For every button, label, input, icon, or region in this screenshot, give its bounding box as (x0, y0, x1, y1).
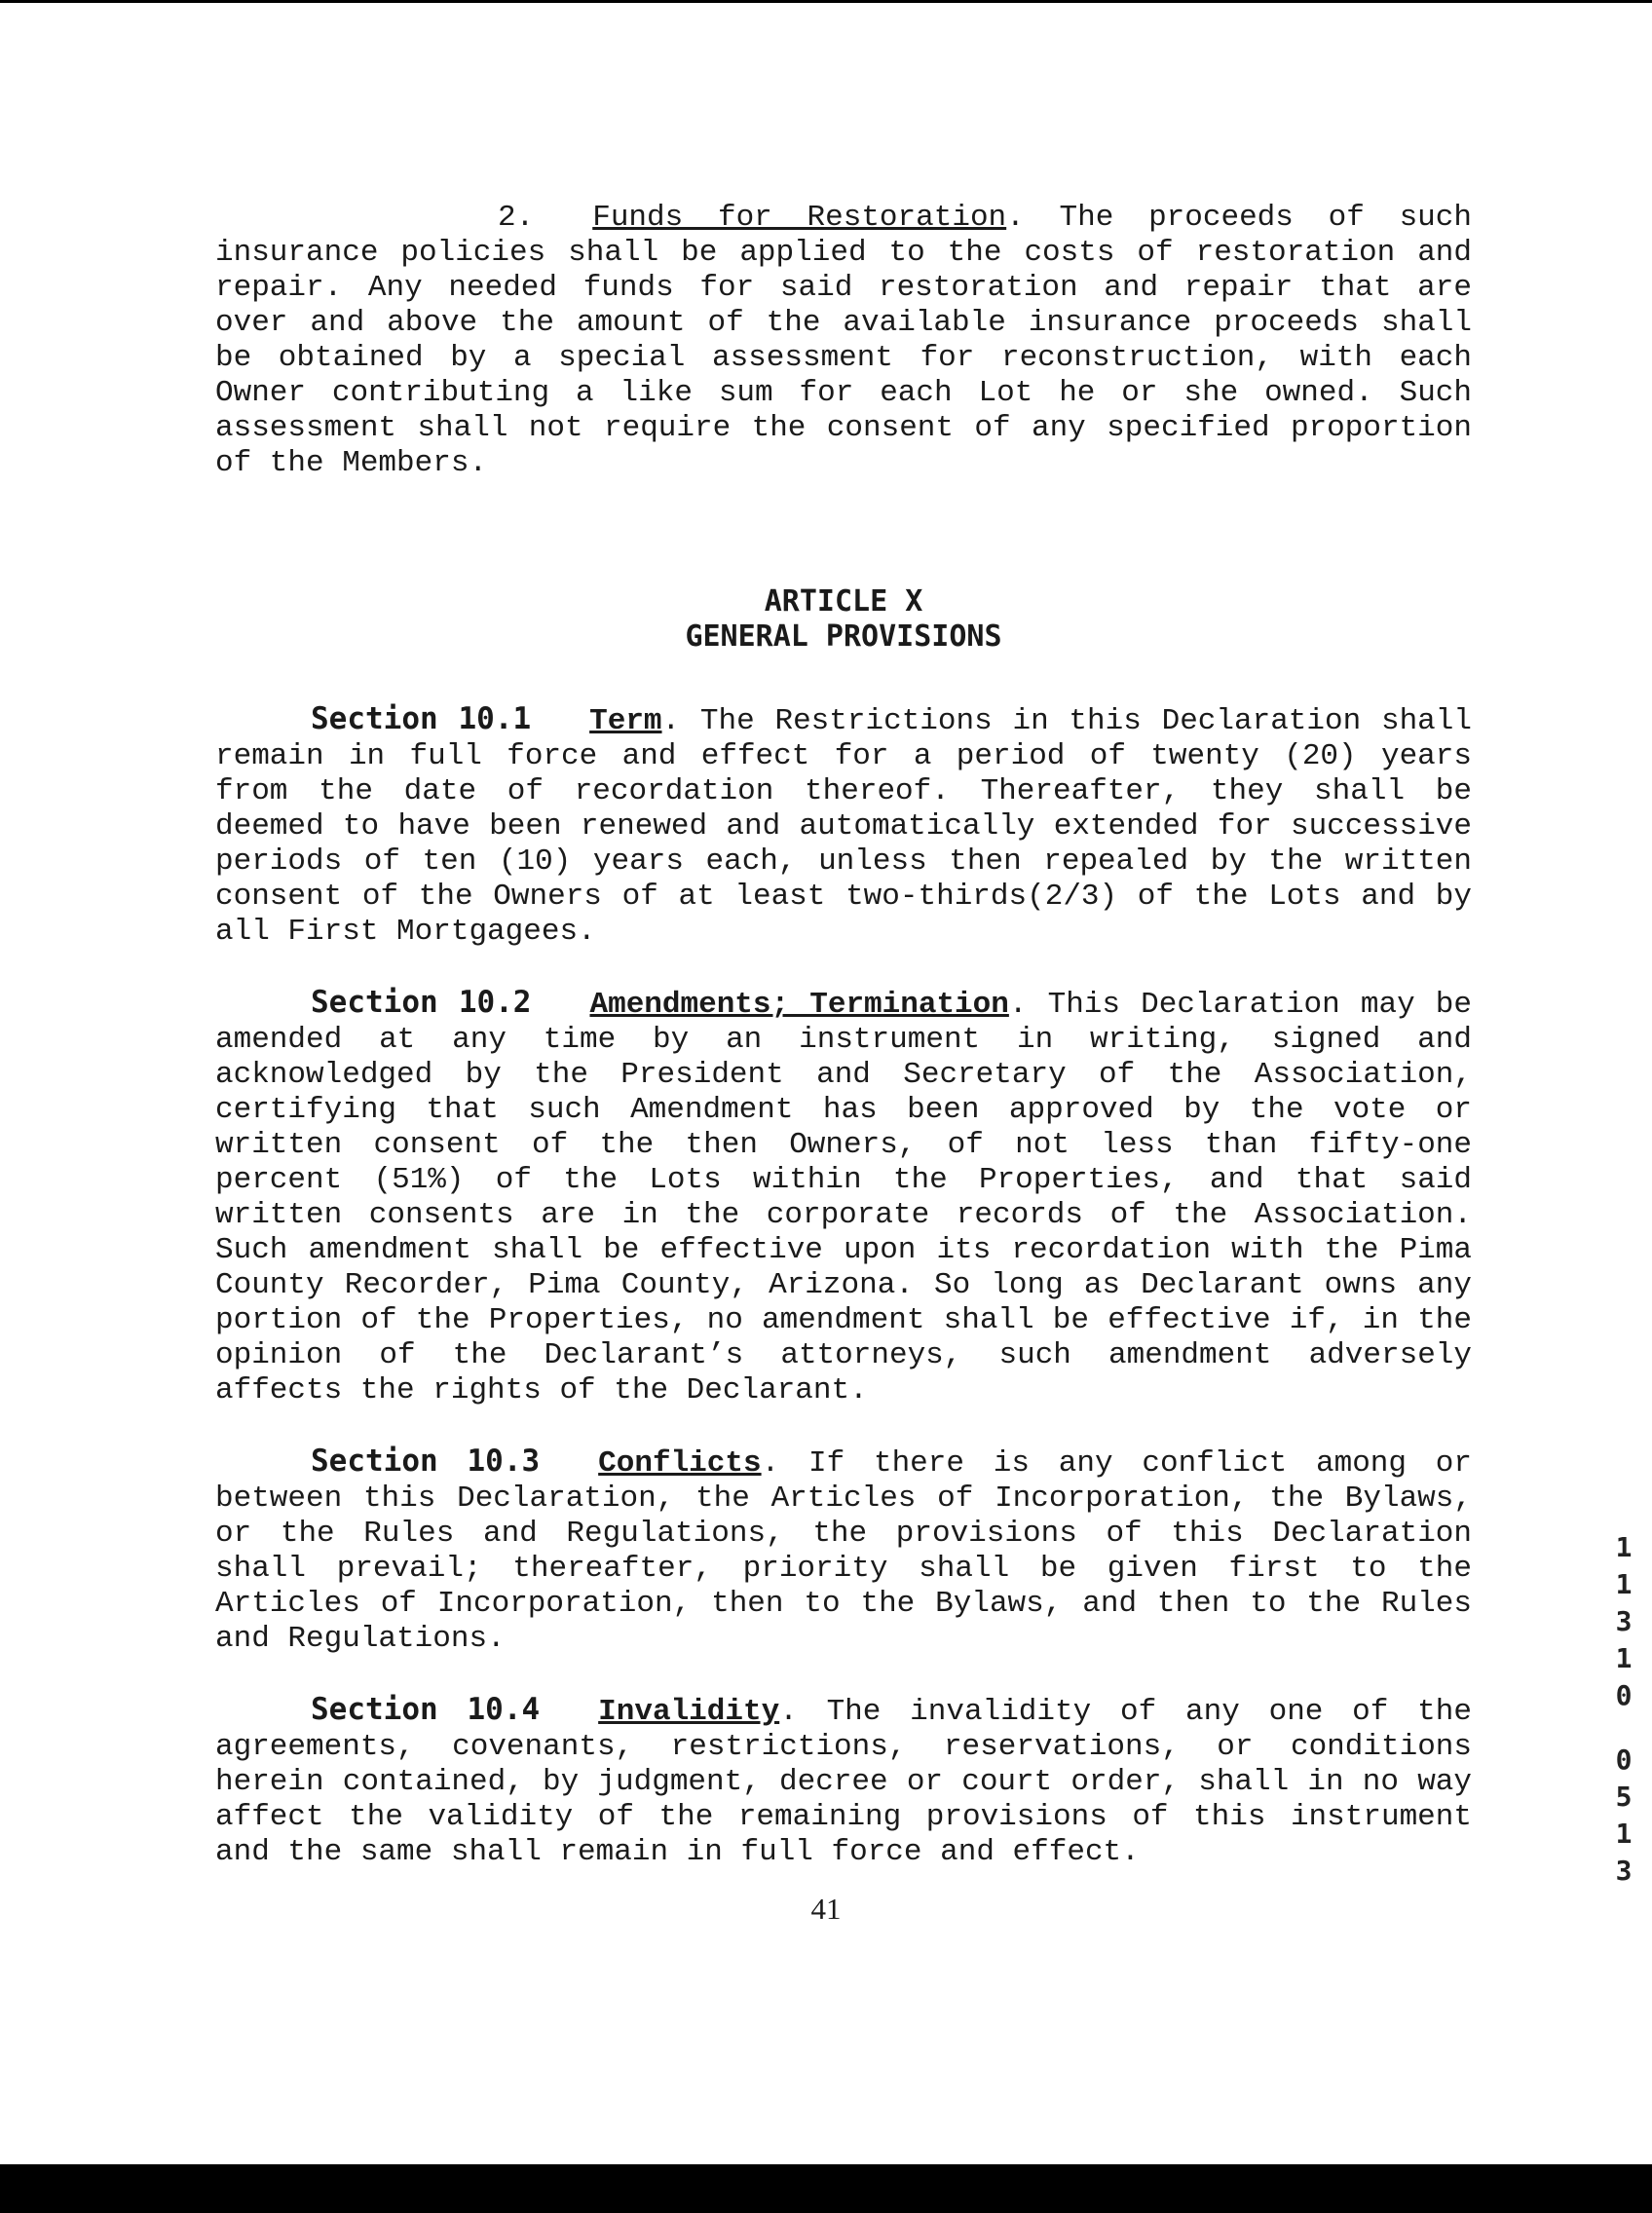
article-title: GENERAL PROVISIONS (685, 619, 1002, 654)
section-body: . This Declaration may be amended at any time by an instrument in writing, signed and acknowledged by the President and Secretary of the Association, certifying that such Amendment has been approved by the vote or written consent of the then Owners, of not less than fifty-one percent (51%) of the Lots within the Properties, and that said written consents are in the corporate records of the Association. Such amendment shall be effective upon its recordation with the Pima County Recorder, Pima County, Arizona. So long as Declarant owns any portion of the Properties, no amendment shall be effective if, in the opinion of the Declarant’s attorneys, such amendment adversely affects the rights of the Declarant. (215, 988, 1473, 1407)
section-label: Section 10.4 (311, 1692, 541, 1727)
section-10-1 (215, 701, 1472, 950)
stamp-digit: 3 (1615, 1855, 1633, 1887)
section-body: . The Restrictions in this Declaration shall remain in full force and effect for a period of twenty (20) years from the date of recordation thereof. Thereafter, they shall be deemed to have been renewed and automatically extended for successive periods of ten (10) years each, unless then repealed by the written consent of the Owners of at least two-thirds(2/3) of the Lots and by all First Mortgagees. (215, 704, 1472, 949)
stamp-digit: 0 (1615, 1679, 1633, 1711)
document-page (215, 201, 1472, 1870)
section-title: Term (589, 704, 662, 738)
section-10-2 (215, 985, 1472, 1408)
section-body: . The invalidity of any one of the agreements, covenants, restrictions, reservations, or conditions herein contained, by judgment, decree or court order, shall in no way affect the validity of the remaining provisions of this instrument and the same shall remain in full force and effect. (215, 1695, 1472, 1869)
section-title: Amendments; Termination (589, 988, 1009, 1022)
section-10-3 (215, 1444, 1472, 1657)
margin-recording-stamp (1609, 1529, 1638, 1887)
section-title: Conflicts (598, 1446, 762, 1481)
article-number: ARTICLE X (764, 584, 923, 619)
stamp-digit: 5 (1615, 1781, 1633, 1813)
stamp-digit: 1 (1615, 1818, 1633, 1850)
section-label: Section 10.1 (311, 701, 532, 736)
bottom-scan-edge (0, 2164, 1652, 2213)
stamp-digit: 0 (1615, 1744, 1633, 1776)
section-title: Invalidity (598, 1695, 780, 1729)
paragraph-title: Funds for Restoration (592, 201, 1007, 235)
stamp-digit: 3 (1615, 1605, 1633, 1637)
stamp-digit: 1 (1615, 1642, 1633, 1674)
section-body: . If there is any conflict among or between this Declaration, the Articles of Incorporation, the Bylaws, or the Rules and Regulations, the provisions of this Declaration shall prevail; thereafter, priority shall be given first to the Articles of Incorporation, then to the Bylaws, and then to the Rules and Regulations. (215, 1446, 1472, 1656)
stamp-digit: 1 (1615, 1568, 1633, 1600)
paragraph-body: . The proceeds of such insurance policies shall be applied to the costs of restoration and repair. Any needed funds for said restoration and repair that are over and above the amount of the available insurance proceeds shall be obtained by a special assessment for reconstruction, with each Owner contributing a like sum for each Lot he or she owned. Such assessment shall not require the consent of any specified proportion of the Members. (215, 201, 1472, 480)
top-scan-edge (0, 0, 1652, 3)
section-10-4 (215, 1692, 1472, 1870)
paragraph-funds-for-restoration (215, 201, 1472, 481)
section-label: Section 10.3 (311, 1444, 541, 1479)
paragraph-number: 2. (498, 201, 535, 235)
page-number: 41 (810, 1892, 842, 1926)
stamp-digit: 1 (1615, 1531, 1633, 1563)
section-label: Section 10.2 (311, 985, 532, 1020)
